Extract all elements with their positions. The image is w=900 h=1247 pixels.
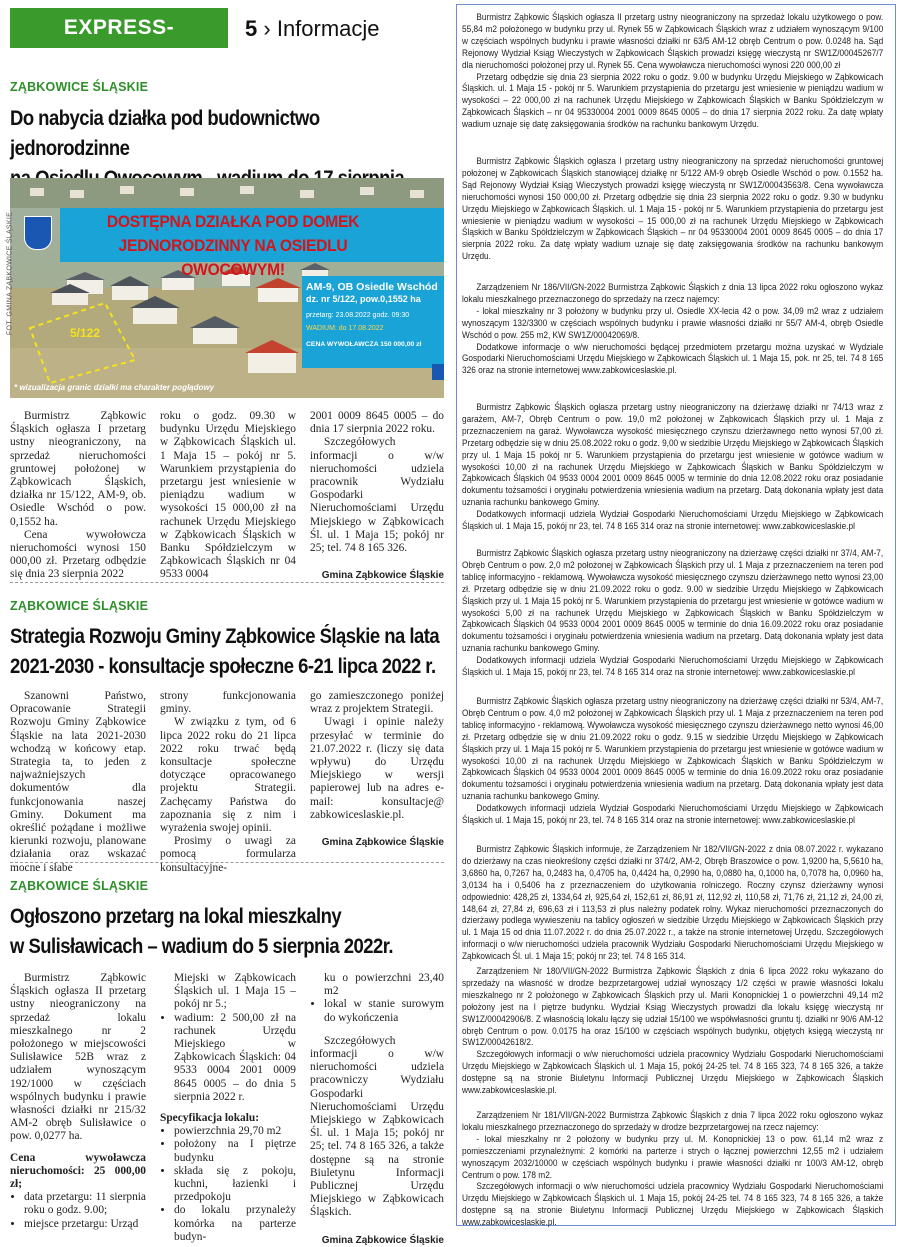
article3-bullet-list — [160, 1012, 296, 1104]
article3-paragraph: Miejski w Ząbkowicach Śląskich ul. 1 Maja 15 – pokój nr 5.; — [174, 972, 296, 1011]
info-date: przetarg: 23.08.2022 godz. 09:30 — [306, 312, 410, 319]
list-item: • lokal w stanie surowym do wykończenia — [324, 998, 444, 1024]
list-item: • wadium: 2 500,00 zł na rachunek Urzędu Miejskiego w Ząbkowicach Śląskich: 04 9533 0004 2001 0009 8645 0005 – do dnia 5 sierpnia 2022 r. — [174, 1012, 296, 1104]
notice — [462, 402, 883, 533]
notice-paragraph: Burmistrz Ząbkowic Śląskich ogłasza I przetarg ustny nieograniczony na sprzedaż nieruchomości gruntowej położonej w Ząbkowicach Śląskich stanowiącej działkę nr 5/122 AM-9 obręb Osiedle Wschód o pow. 0.1552 ha. Sąd Rejonowy Wydział Ksiąg Wieczystych prowadzi księgę wieczystą nr SW1Z/00043563/8. Cena wywoławcza nieruchomości wynosi 150 000,00 zł. Przetarg odbędzie się dnia 23 sierpnia 2022 roku o godz. 9.30 w budynku Urzędu Miejskiego w Ząbkowicach Śląskich. ul. 1 Maja 15 - pokój nr 5. Warunkiem przystąpienia do przetargu jest wniesienie w pieniądzu wadium w wysokości – 15 000,00 zł na rachunek Urzędu Miejskiego w Ząbkowicach Śląskich w Banku Spółdzielczym w Ząbkowicach Śląskich – nr 04 95330004 2001 0009 8645 0005 – do dnia 17 sierpnia 2022 roku. Za datę wpłaty wadium uznaje się datę zaksięgowania środków na rachunku bankowym Urzędu. — [462, 156, 884, 262]
article2-paragraph: Uwagi i opinie należy przesyłać w terminie do 21.07.2022 r. (liczy się data wpływu) do Urzędu Miejskiego w wersji papierowej lub na adres e-mail: konsultacje@ zabkowiceslaskie.pl. — [310, 716, 444, 821]
article1-signature: Gmina Ząbkowice Śląskie — [321, 570, 444, 582]
photo-caption: * wizualizacja granic działki ma charakter poglądowy — [14, 383, 215, 392]
notice-paragraph: Zarządzeniem Nr 181/VII/GN-2022 Burmistrza Ząbkowic Śląskich z dnia 7 lipca 2022 roku ogłoszono wykaz lokalu mieszkalnego przeznaczonego do sprzedaży w drodze bezprzetargowej na rzecz najemcy: — [462, 1110, 884, 1132]
article2-col2 — [160, 690, 296, 875]
article3-paragraph: Burmistrz Ząbkowic Śląskich ogłasza II przetarg ustny nieograniczony na sprzedaż lokalu mieszkalnego nr 2 położonego w miejscowości Sulisławice 52B wraz z udziałem wynoszącym 192/1000 w częściach wspólnych budynku i prawie własności działki nr 215/32 AM-2 obręb Sulisławice o pow. 0,0277 ha. — [10, 972, 146, 1143]
info-deposit: WADIUM: do 17.08.2022 — [306, 325, 384, 332]
notice — [462, 12, 883, 131]
notice — [462, 1110, 883, 1229]
article3-col1 — [10, 972, 146, 1231]
list-item: • miejsce przetargu: Urząd — [24, 1218, 146, 1231]
notice-paragraph: Zarządzeniem Nr 180/VII/GN-2022 Burmistrza Ząbkowic Śląskich z dnia 6 lipca 2022 roku wykazano do sprzedaży na własność w drodze bezprzetargowej udział wynoszący 1/2 części w prawie własności lokalu mieszkalnego nr 2 położonego w Ząbkowicach Śląskich przy ul. Marii Konopnickiej 1 o powierzchni 49,14 m2 położony jest na I piętrze budynku. Wydział Ksiąg Wieczystych prowadzi dla lokalu księgę wieczystą nr SW1Z/00042906/8. Z własnością lokalu łączy się udział 15/100 we współwłasności gruntu tj. działki nr 90/6 AM-12 obręb Centrum o pow. 0.0175 ha oraz 15/100 w częściach wspólnych budynku, objętych księgą wieczystą nr SW1Z/00042618/2. — [462, 966, 884, 1048]
article3-col2 — [160, 972, 296, 1244]
list-item: • składa się z pokoju, kuchni, łazienki i przedpokoju — [174, 1165, 296, 1205]
notice — [462, 844, 883, 963]
photo-banner-text — [81, 210, 385, 282]
notice-paragraph: Przetarg odbędzie się dnia 23 sierpnia 2022 roku o godz. 9.00 w budynku Urzędu Miejskiego w Ząbkowicach Śląskich. ul. 1 Maja 15 - pokój nr 5. Warunkiem przystąpienia do przetargu jest wniesienie w pieniądzu wadium w wysokości – 22 000,00 zł na rachunek Urzędu Miejskiego w Ząbkowicach Śląskich w Banku Spółdzielczym w Ząbkowicach Śląskich – nr 04 95330004 2001 0009 8645 0005 – do dnia 17 sierpnia 2022 roku. Za datę wpłaty wadium uznaje się datę zaksięgowania środków na rachunku bankowym Urzędu. — [462, 71, 884, 130]
article3-bullet-list — [310, 998, 444, 1024]
article2-headline-line1: Strategia Rozwoju Gminy Ząbkowice Śląskie na lata — [10, 625, 440, 648]
list-item: • do lokalu przynależy komórka na parterze budyn- — [174, 1204, 296, 1244]
notice — [462, 282, 883, 377]
article3-paragraph: ku o powierzchni 23,40 m2 — [324, 972, 444, 998]
article1-photo — [10, 178, 444, 398]
article2-paragraph: Prosimy o uwagi za pomocą formularza konsultacyjne- — [160, 835, 296, 874]
info-sub: dz. nr 5/122, pow.0,1552 ha — [306, 294, 421, 304]
article2-kicker: ZĄBKOWICE ŚLĄSKIE — [10, 599, 149, 613]
notice-paragraph: Szczegółowych informacji o w/w nieruchomości udziela pracownicy Wydziału Gospodarki Nieruchomościami Urzędu Miejskiego w Ząbkowicach Śląskich ul. 1 Maja 15, pokój 24-25 tel. 74 8 165 323, 74 8 165 326, a także dostępne są na stronie Biuletynu Informacji Publicznej Urzędu Miejskiego w Ząbkowicach Śląskich www.zabkowiceslaskie.pl. — [462, 1049, 884, 1096]
article1-paragraph: Cena wywołowcza nieruchomości wynosi 150 000,00 zł. Przetarg odbędzie się dnia 23 sierpnia 2022 — [10, 528, 146, 581]
article3-signature: Gmina Ząbkowice Śląskie — [321, 1234, 444, 1246]
article1-kicker: ZĄBKOWICE ŚLĄSKIE — [10, 80, 149, 94]
article3-price-heading: Cena wywoławcza nieruchomości: 25 000,00 zł; — [10, 1151, 146, 1191]
notice-paragraph: Burmistrz Ząbkowic Śląskich ogłasza przetarg ustny nieograniczony na dzierżawę działki nr 74/13 wraz z garażem, AM-7, Obręb Centrum o pow. 19,0 m2 położonej w Ząbkowicach Śląskich przy ul. 1 Maja z przeznaczeniem na garaż. Wywoławcza wysokość miesięcznego czynszu dzierżawnego netto wynosi 57,00 zł. Przetarg odbędzie się w dniu 25.08.2022 roku o godz. 9,00 w siedzibie Urzędu Miejskiego w Ząbkowicach Śląskich przy ul. 1 Maja 15 pokój nr 5. Warunkiem przystąpienia do przetargu jest wniesienie w gotówce wadium w wysokości 10,00 zł na rachunek Urzędu Miejskiego w Ząbkowicach Śląskich w Banku Spółdzielczym w Ząbkowicach Śląskich 04 9533 0004 2001 0009 8645 0005 w terminie do dnia 12.08.2022 roku oraz posiadanie dokumentu tożsamości i oryginału potwierdzenia wniesienia wadium na przetarg. Datą dokonania wpłaty jest data uznania rachunku bankowego Gminy. — [462, 402, 884, 508]
article2-paragraph: strony funkcjonowania gminy. — [160, 690, 296, 716]
photo-info-box — [302, 276, 444, 368]
article2-paragraph: Szanowni Państwo, Opracowanie Strategii Rozwoju Gminy Ząbkowice Śląskie na lata 2021-2030 wchodzą w końcowy etap. Strategia ta, to jeden z najważniejszych dokumentów dla funkcjonowania naszej Gminy. Dokument ma określić pożądane i możliwe kierunki rozwoju, planowane działania oraz wskazać mocne i słabe — [10, 690, 146, 874]
photo-banner-line2: JEDNORODZINNY NA OSIEDLU OWOCOWYM! — [118, 236, 348, 279]
notice-paragraph: Burmistrz Ząbkowic Śląskich ogłasza przetarg ustny nieograniczony na dzierżawę części działki nr 53/4, AM-7, Obręb Centrum o pow. 4,0 m2 położonej w Ząbkowicach Śląskich przy ul. 1 Maja z przeznaczeniem na teren pod tablicę informacyjno - reklamową. Wywoławcza wysokość miesięcznego czynszu dzierżawnego netto wynosi 46,00 zł. Przetarg odbędzie się w dniu 21.09.2022 roku o godz. 9.15 w siedzibie Urzędu Miejskiego w Ząbkowicach Śląskich przy ul. 1 Maja 15 pokój nr 5. Warunkiem przystąpienia do przetargu jest wniesienie w gotówce wadium w wysokości 10,00 zł na rachunek Urzędu Miejskiego w Ząbkowicach Śląskich w Banku Spółdzielczym w Ząbkowicach Śląskich 04 9533 0004 2001 0009 8645 0005 w terminie do dnia 16.09.2022 roku oraz posiadanie dokumentu tożsamości i oryginału potwierdzenia wniesienia wadium na przetarg. Datą dokonania wpłaty jest data uznania rachunku bankowego Gminy. — [462, 696, 884, 802]
article2-col3 — [310, 690, 444, 849]
page-number: 5 — [245, 16, 258, 41]
article2-paragraph: W związku z tym, od 6 lipca 2022 roku do 21 lipca 2022 roku trwać będą konsultacje społeczne dotyczące opracowanego projektu Strategii. Zachęcamy Państwa do zapoznania się z nim i wyrażenia swojej opinii. — [160, 716, 296, 835]
article-divider — [10, 582, 444, 583]
article1-col3 — [310, 410, 444, 582]
notice-paragraph: Dodatkowych informacji udziela Wydział Gospodarki Nieruchomościami Urzędu Miejskiego w Ząbkowicach Śląskich ul. 1 Maja 15, pokój nr 23, tel. 74 8 165 314 oraz na stronie internetowej: www.zabkowiceslaskie.pl — [462, 803, 884, 826]
notice-paragraph: Burmistrz Ząbkowic Śląskich informuje, że Zarządzeniem Nr 182/VII/GN-2022 z dnia 08.07.2022 r. wykazano do dzierżawy na czas nieokreślony części działki nr 374/2, AM-2, Obręb Braszowice o pow. 1,9200 ha, 5,5610 ha, 3,6860 ha, 0,7267 ha, 0,2483 ha, 0,4705 ha, 0,4424 ha, 0,2990 ha, 0,0880 ha, 0,1000 ha, 0,7078 ha, 0,0960 ha, 3,0134 ha i 0,5406 ha z przeznaczeniem do użytkowania rolniczego. Roczny czynsz dzierżawny wynosi odpowiednio: 428,25 zł, 1334,64 zł, 925,64 zł, 152,61 zł, 86,91 zł, 112,92 zł, 110,58 zł, 71,76 zł, 21,12 zł, 24,00 zł, 148,64 zł, 27,84 zł, 696,63 zł i 113,53 zł plus należny podatek rolny. Wykaz nieruchomości przeznaczonych do dzierżawy podlega wywieszeniu na tablicy ogłoszeń w siedzibie Urzędu Miejskiego w Ząbkowicach Śląskich przy ul. 1 Maja 15 od dnia 11.07.2022 r. do dnia 25.07.2022 r., a także na stronie internetowej Urzędu. Szczegółowych informacji o w/w nieruchomości udziela pracownik Wydziału Gospodarki Nieruchomościami Urzędu Miejskiego w Ząbkowicach Śl. ul. 1 Maja 15; pokój nr 23; tel. 74 8 165 314. — [462, 844, 884, 962]
notice-paragraph: Zarządzeniem Nr 186/VII/GN-2022 Burmistrza Ząbkowic Śląskich z dnia 13 lipca 2022 roku ogłoszono wykaz lokalu mieszkalnego przeznaczonego do sprzedaży na rzecz najemcy: — [462, 282, 884, 304]
notice — [462, 156, 883, 263]
article3-spec-heading: Specyfikacja lokalu: — [160, 1112, 260, 1125]
article3-headline-line1: Ogłoszono przetarg na lokal mieszkalny — [10, 905, 342, 928]
notice-paragraph: Dodatkowych informacji udziela Wydział Gospodarki Nieruchomościami Urzędu Miejskiego w Ząbkowicach Śląskich ul. 1 Maja 15, pokój nr 23, tel. 74 8 165 314 oraz na stronie internetowej: www.zabkowiceslaskie.pl — [462, 509, 884, 532]
article2-headline-line2: 2021-2030 - konsultacje społeczne 6-21 lipca 2022 r. — [10, 655, 436, 678]
notice — [462, 548, 883, 679]
notice-paragraph: - lokal mieszkalny nr 2 położony w budynku przy ul. M. Konopnickiej 13 o pow. 61,14 m2 wraz z pomieszczeniami przynależnymi: 2 komórki na parterze i strych o łącznej powierzchni 12,55 m2 i udziałem wynoszącym 2032/10000 w częściach wspólnych budynku i prawie własności działki nr 100/3 AM-12, obręb Centrum o pow. 178 m2. — [462, 1133, 884, 1180]
notice-paragraph: Szczegółowych informacji o w/w nieruchomości udziela pracownicy Wydziału Gospodarki Nieruchomościami Urzędu Miejskiego w Ząbkowicach Śląskich ul. 1 Maja 15, pokój 24-25 tel. 74 8 165 323, 74 8 165 326, a także dostępne są na stronie Biuletynu Informacji Publicznej Urzędu Miejskiego w Ząbkowicach Śląskich www.zabkowiceslaskie.pl. — [462, 1181, 884, 1228]
article3-paragraph: Szczegółowych informacji o w/w nieruchomości udziela pracowniczy Wydziału Gospodarki Nieruchomościami Urzędu Miejskiego w Ząbkowicach Śl. ul. 1 Maja 15; pokój nr 25; tel. 74 8 165 326, a także dostępne są na stronie Biuletynu Informacji Publicznej Urzędu Miejskiego w Ząbkowicach Śląskich. — [310, 1034, 444, 1219]
list-item: • powierzchnia 29,70 m2 — [174, 1125, 296, 1138]
info-title: AM-9, OB Osiedle Wschód — [306, 281, 438, 293]
article1-col2 — [160, 410, 296, 582]
photo-credit: FOT. GMINA ZĄBKOWICE ŚLĄSKIE — [6, 211, 14, 336]
article2-signature: Gmina Ząbkowice Śląskie — [321, 837, 444, 849]
article3-headline-line2: w Sulisławicach – wadium do 5 sierpnia 2022r. — [10, 935, 393, 958]
plot-label: 5/122 — [70, 326, 101, 340]
notice-paragraph: Burmistrz Ząbkowic Śląskich ogłasza przetarg ustny nieograniczony na dzierżawę części działki nr 37/4, AM-7, Obręb Centrum o pow. 2,0 m2 położonej w Ząbkowicach Śląskich przy ul. 1 Maja z przeznaczeniem na teren pod tablicę informacyjno - reklamową. Wywoławcza wysokość miesięcznego czynszu dzierżawnego netto wynosi 23,00 zł. Przetarg odbędzie się w dniu 21.09.2022 roku o godz. 9.00 w siedzibie Urzędu Miejskiego w Ząbkowicach Śląskich przy ul. 1 Maja 15 pokój nr 5. Warunkiem przystąpienia do przetargu jest wniesienie w gotówce wadium w wysokości 5,00 zł na rachunek Urzędu Miejskiego w Ząbkowicach Śląskich w Banku Spółdzielczym w Ząbkowicach Śląskich 04 9533 0004 2001 0009 8645 0005 w terminie do dnia 16.09.2022 roku oraz posiadanie dokumentu tożsamości i oryginału potwierdzenia wniesienia wadium na przetarg. Datą dokonania wpłaty jest data uznania rachunku bankowego Gminy. — [462, 548, 884, 654]
article1-paragraph: roku o godz. 09.30 w budynku Urzędu Miejskiego w Ząbkowicach Śląskich ul. 1 Maja 15 – pokój nr 5. Warunkiem przystąpienia do przetargu jest wniesienie w pieniądzu wadium w wysokości 15 000,00 zł na rachunek Urzędu Miejskiego w Ząbkowicach Śląskich w Banku Spółdzielczym w Ząbkowicach Śląskich nr 04 9533 0004 — [160, 410, 296, 581]
small-crest-icon — [432, 364, 444, 380]
notice-paragraph: Dodatkowe informacje o w/w nieruchomości będącej przedmiotem przetargu można uzyskać w Wydziale Gospodarki Nieruchomościami Urzędu Miejskiego w Ząbkowicach Śląskich ul. 1 Maja 15, pok. nr 25, tel. 74 8 165 326 oraz na stronie internetowej www.zabkowiceslaskie.pl. — [462, 341, 884, 376]
article1-paragraph: 2001 0009 8645 0005 – do dnia 17 sierpnia 2022 roku. — [310, 410, 444, 436]
article2-col1 — [10, 690, 146, 875]
info-price: CENA WYWOŁAWCZA 150 000,00 zł — [306, 341, 422, 348]
site-logo: EXPRESS-MIEJSKI.PL — [10, 8, 228, 48]
list-item: • data przetargu: 11 sierpnia roku o godz. 9.00; — [24, 1191, 146, 1217]
notice — [462, 966, 883, 1097]
photo-banner-line1: DOSTĘPNA DZIAŁKA POD DOMEK — [106, 212, 360, 231]
article3-col3 — [310, 972, 444, 1247]
coat-of-arms-icon — [24, 216, 52, 250]
article3-kicker: ZĄBKOWICE ŚLĄSKIE — [10, 879, 149, 893]
article3-bullet-list — [10, 1191, 146, 1231]
article2-paragraph: go zamieszczonego poniżej wraz z projektem Strategii. — [310, 690, 444, 716]
article2-headline — [10, 622, 441, 682]
article-divider — [10, 862, 444, 863]
notice-paragraph: Dodatkowych informacji udziela Wydział Gospodarki Nieruchomościami Urzędu Miejskiego w Ząbkowicach Śląskich ul. 1 Maja 15, pokój nr 23, tel. 74 8 165 314 oraz na stronie internetowej: www.zabkowiceslaskie.pl — [462, 655, 884, 678]
section-header — [245, 12, 380, 46]
article3-headline — [10, 902, 441, 962]
article1-col1 — [10, 410, 146, 582]
notice-paragraph: Burmistrz Ząbkowic Śląskich ogłasza II przetarg ustny nieograniczony na sprzedaż lokalu użytkowego o pow. 55,84 m2 położonego w budynku przy ul. Rynek 55 w Ząbkowicach Śląskich wraz z udziałem wynoszącym 9/100 w częściach wspólnych budynku i prawie własności działki nr 63/5 AM-12 obręb Centrum o pow. 0.0248 ha. Sąd Rejonowy Wydział Ksiąg Wieczystych w Ząbkowicach Śląskich prowadzi księgę wieczystą nr SW1Z/00045267/7 dla nieruchomości położonej przy ul. Rynek 55. Cena wywoławcza nieruchomości wynosi 220 000,00 zł — [462, 12, 884, 70]
notice-paragraph: - lokal mieszkalny nr 3 położony w budynku przy ul. Osiedle XX-lecia 42 o pow. 34,09 m2 wraz z udziałem wynoszącym 132/3300 w częściach wspólnych budynku i prawie własności działki nr 55/7 AM-4, obręb Osiedle Wschód o pow. 255 m2, KW SW1Z/00042069/8. — [462, 305, 884, 340]
article3-spec-list — [160, 1125, 296, 1244]
list-item: • położony na I piętrze budynku — [174, 1138, 296, 1164]
article1-paragraph: Burmistrz Ząbkowic Śląskich ogłasza I przetarg ustny nieograniczony, na sprzedaż nieruchomości gruntowej położonej w Ząbkowicach Śląskich, działka nr 15/122, AM-9, ob. Osiedle Wschód o pow. 0,1552 ha. — [10, 410, 146, 528]
article1-headline-line1: Do nabycia działka pod budownictwo jednorodzinne — [10, 107, 320, 160]
article1-paragraph: Szczegółowych informacji o w/w nieruchomości udziela pracownik Wydziału Gospodarki Nieruchomościami Urzędu Miejskiego w Ząbkowicach Śl. ul. 1 Maja 15; pokój nr 25; tel. 74 8 165 326. — [310, 436, 444, 555]
notice — [462, 696, 883, 827]
section-title: Informacje — [276, 16, 380, 41]
section-separator: › — [263, 16, 271, 41]
